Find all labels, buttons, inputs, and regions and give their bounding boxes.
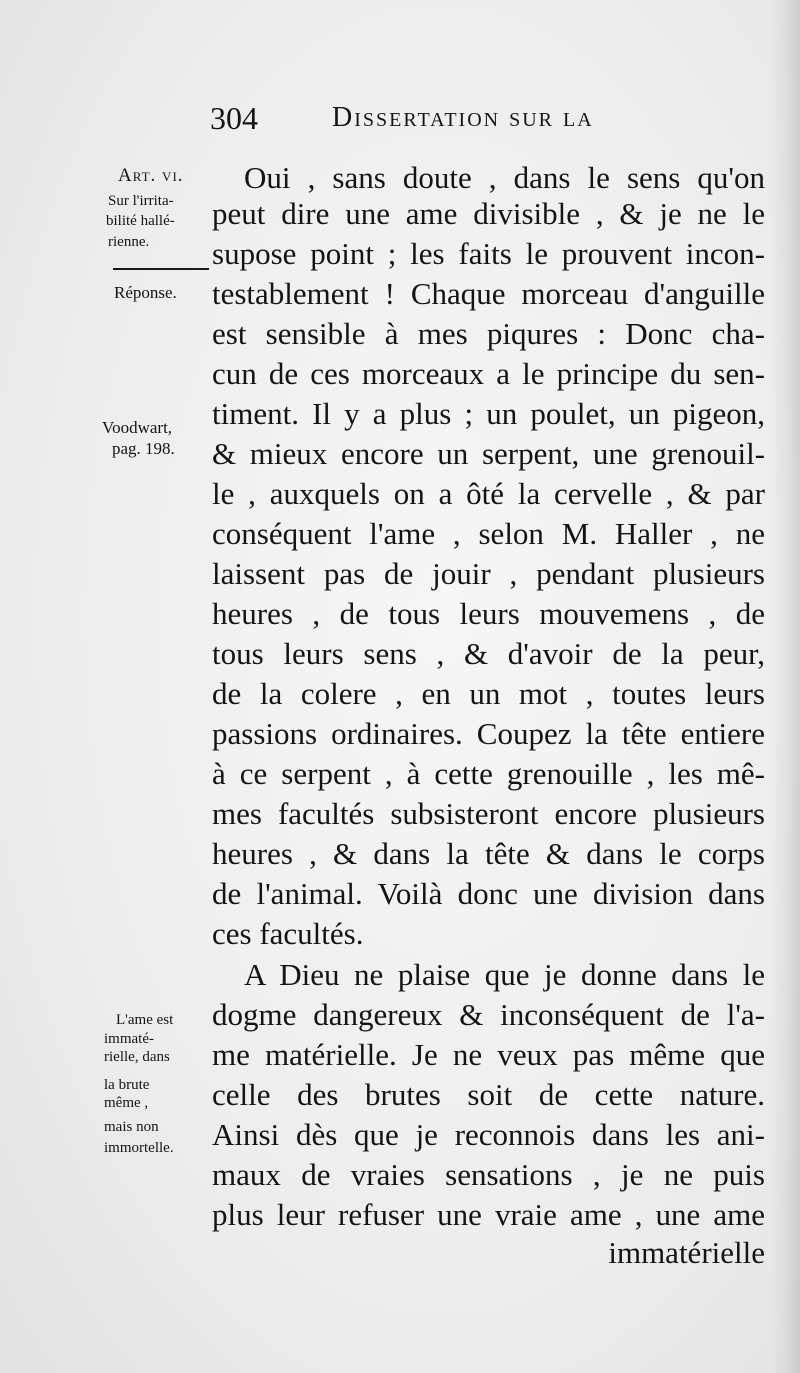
text-line: tous leurs sens , & d'avoir de la peur, (212, 636, 765, 671)
text-line: supose point ; les faits le prouvent incon- (212, 236, 765, 271)
text-line: heures , de tous leurs mouvemens , de (212, 596, 765, 631)
text-line: est sensible à mes piqures : Donc cha- (212, 316, 765, 351)
margin-soul-note-line: L'ame est (116, 1012, 174, 1028)
margin-soul-note-line: mais non (104, 1119, 159, 1135)
margin-subject-line: bilité hallé- (106, 213, 175, 229)
text-line: passions ordinaires. Coupez la tête entiere (212, 716, 765, 751)
text-line: A Dieu ne plaise que je donne dans le (244, 957, 765, 992)
text-line: conséquent l'ame , selon M. Haller , ne (212, 516, 765, 551)
text-line: de la colere , en un mot , toutes leurs (212, 676, 765, 711)
text-line: mes facultés subsisteront encore plusieurs (212, 796, 765, 831)
margin-response-label: Réponse. (114, 283, 177, 302)
catchword: immatérielle (608, 1235, 765, 1270)
text-line: à ce serpent , à cette grenouille , les mê- (212, 756, 765, 791)
text-line: testablement ! Chaque morceau d'anguille (212, 276, 765, 311)
text-line: peut dire une ame divisible , & je ne le (212, 196, 765, 231)
margin-soul-note-line: même , (104, 1095, 149, 1111)
page-number: 304 (210, 100, 258, 136)
text-line: de l'animal. Voilà donc une division dans (212, 876, 765, 911)
text-line: le , auxquels on a ôté la cervelle , & par (212, 476, 765, 511)
margin-soul-note-line: immaté- (104, 1031, 154, 1047)
margin-soul-note-line: rielle, dans (104, 1049, 170, 1065)
text-line: cun de ces morceaux a le principe du sen- (212, 356, 765, 391)
text-line: plus leur refuser une vraie ame , une ame (212, 1197, 765, 1232)
margin-reference-line: Voodwart, (102, 418, 173, 437)
margin-soul-note-line: immortelle. (104, 1140, 174, 1156)
text-line: Ainsi dès que je reconnois dans les ani- (212, 1117, 765, 1152)
text-line: Oui , sans doute , dans le sens qu'on (244, 160, 765, 195)
text-line: heures , & dans la tête & dans le corps (212, 836, 765, 871)
margin-subject-line: rienne. (108, 234, 150, 250)
text-line: & mieux encore un serpent, une grenouil- (212, 436, 765, 471)
text-line: laissent pas de jouir , pendant plusieurs (212, 556, 765, 591)
margin-reference-line: pag. 198. (112, 439, 175, 458)
margin-subject-line: Sur l'irrita- (108, 193, 174, 209)
text-line: celle des brutes soit de cette nature. (212, 1077, 765, 1112)
text-line: maux de vraies sensations , je ne puis (212, 1157, 765, 1192)
margin-article-heading: Art. vi. (118, 165, 184, 186)
text-line: timent. Il y a plus ; un poulet, un pigeon, (212, 396, 765, 431)
text-line: ces facultés. (212, 916, 364, 951)
text-line: me matérielle. Je ne veux pas même que (212, 1037, 765, 1072)
text-line: dogme dangereux & inconséquent de l'a- (212, 997, 765, 1032)
running-title: Dissertation sur la (332, 102, 594, 133)
margin-soul-note-line: la brute (104, 1077, 150, 1093)
